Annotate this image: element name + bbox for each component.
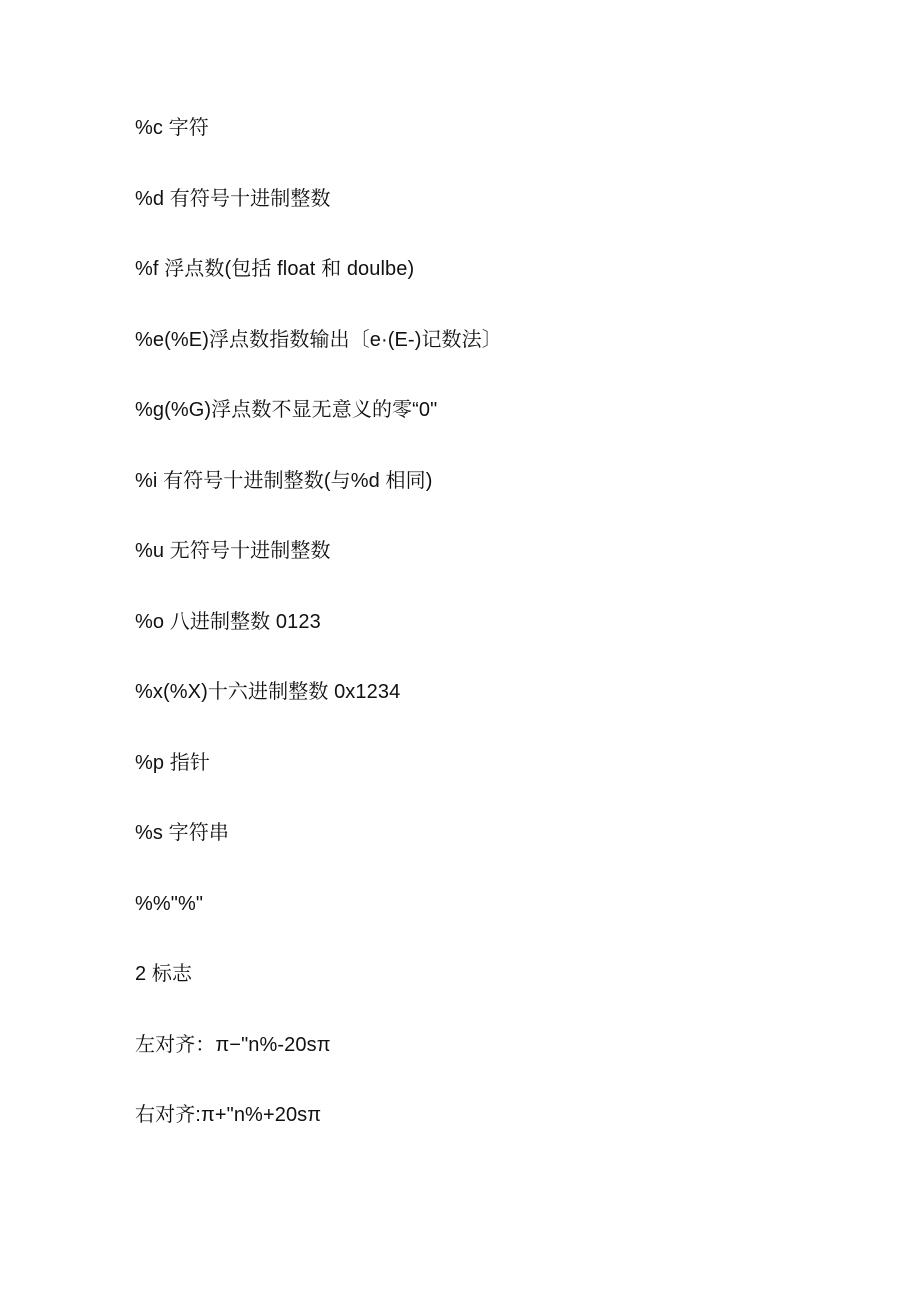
spec-line-f: %f 浮点数(包括 float 和 doulbe) bbox=[135, 258, 415, 280]
spec-line-o: %o 八进制整数 0123 bbox=[135, 610, 321, 633]
format-specifier-list bbox=[135, 113, 502, 1171]
spec-line-percent: %%"%" bbox=[135, 892, 204, 915]
spec-line-s: %s 字符串 bbox=[135, 822, 229, 844]
spec-line-c: %c 字符 bbox=[135, 117, 209, 139]
spec-line-p: %p 指针 bbox=[135, 751, 210, 774]
spec-line-u: %u 无符号十进制整数 bbox=[135, 540, 331, 562]
spec-line-i: %i 有符号十进制整数(与%d 相同) bbox=[135, 469, 433, 492]
spec-line-d: %d 有符号十进制整数 bbox=[135, 187, 331, 210]
section-heading-flags: 2 标志 bbox=[135, 963, 193, 985]
spec-line-x: %x(%X)十六进制整数 0x1234 bbox=[135, 681, 401, 703]
flag-line-right-align: 右对齐:π+"n%+20sπ bbox=[135, 1104, 322, 1126]
spec-line-g: %g(%G)浮点数不显无意义的零“0" bbox=[135, 399, 438, 421]
spec-line-e: %e(%E)浮点数指数输出〔e·(E-)记数法〕 bbox=[135, 328, 502, 351]
flag-line-left-align: 左对齐：π−"n%-20sπ bbox=[135, 1033, 331, 1056]
